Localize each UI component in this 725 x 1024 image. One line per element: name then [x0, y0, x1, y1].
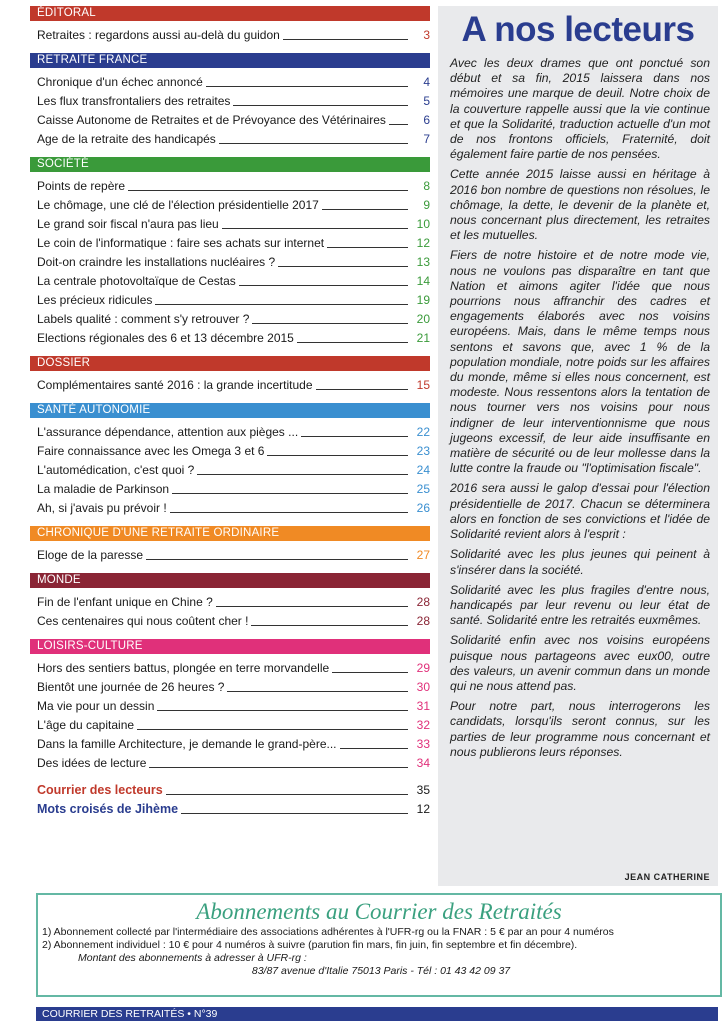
toc-entry: [37, 376, 430, 395]
section-header: RETRAITE FRANCE: [30, 53, 430, 68]
toc-entry: [37, 272, 430, 291]
editorial-author: JEAN CATHERINE: [624, 872, 710, 882]
toc-entry-page: 23: [416, 444, 430, 458]
toc-entry-page: 33: [416, 737, 430, 751]
toc-entry-page: 10: [416, 217, 430, 231]
toc-entry-title: Hors des sentiers battus, plongée en terre morvandelle: [37, 661, 332, 675]
toc-entry-page: 8: [423, 179, 430, 193]
toc-entry: [37, 461, 430, 480]
toc-entry: [37, 423, 430, 442]
toc-entry-title: Caisse Autonome de Retraites et de Prévoyance des Vétérinaires: [37, 113, 389, 127]
toc-entry: [37, 593, 430, 612]
toc-entry-title: Des idées de lecture: [37, 756, 149, 770]
toc-entry-title: Mots croisés de Jihème: [37, 802, 181, 816]
toc-entry-title: Les précieux ridicules: [37, 293, 155, 307]
toc-entry: [37, 215, 430, 234]
toc-entry-page: 30: [416, 680, 430, 694]
toc-entry-title: Age de la retraite des handicapés: [37, 132, 219, 146]
editorial-box: [438, 6, 718, 886]
editorial-title: A nos lecteurs: [461, 10, 695, 49]
toc-entry: [37, 26, 430, 45]
toc-entry-title: La maladie de Parkinson: [37, 482, 172, 496]
toc-entry-title: Ces centenaires qui nous coûtent cher !: [37, 614, 251, 628]
toc-entry-title: Points de repère: [37, 179, 128, 193]
subscription-line-2: 2) Abonnement individuel : 10 € pour 4 numéros à suivre (parution fin mars, fin juin, fin septembre et fin décembre).: [42, 939, 578, 951]
toc-entry: [37, 234, 430, 253]
toc-entry-title: Le grand soir fiscal n'aura pas lieu: [37, 217, 222, 231]
toc-entry: [37, 659, 430, 678]
toc-entry-page: 25: [416, 482, 430, 496]
toc-entry: [37, 111, 430, 130]
section-header: CHRONIQUE D'UNE RETRAITE ORDINAIRE: [30, 526, 430, 541]
toc-entry-title: Eloge de la paresse: [37, 548, 146, 562]
toc-entry: [37, 253, 430, 272]
toc-extras: [30, 781, 430, 819]
toc-entry-title: Labels qualité : comment s'y retrouver ?: [37, 312, 252, 326]
toc-entry-page: 21: [416, 331, 430, 345]
toc-entry: [37, 177, 430, 196]
toc-entry: [37, 92, 430, 111]
toc-entry-title: L'automédication, c'est quoi ?: [37, 463, 197, 477]
toc-entry-title: Chronique d'un échec annoncé: [37, 75, 206, 89]
toc-entry-page: 12: [416, 236, 430, 250]
section-header: ÉDITORAL: [30, 6, 430, 21]
toc-entry-page: 28: [416, 614, 430, 628]
toc-entry-title: Ma vie pour un dessin: [37, 699, 157, 713]
toc-entry-page: 12: [416, 802, 430, 816]
subscription-box: [36, 893, 722, 997]
toc-section: [30, 526, 430, 565]
toc-section: [30, 573, 430, 631]
editorial-text: [438, 50, 718, 760]
toc-entry-title: Retraites : regardons aussi au-delà du guidon: [37, 28, 283, 42]
toc-entry-title: Le coin de l'informatique : faire ses achats sur internet: [37, 236, 327, 250]
toc-entry: [37, 781, 430, 800]
toc-entry-title: Doit-on craindre les installations nucléaires ?: [37, 255, 278, 269]
toc-entry: [37, 310, 430, 329]
toc-entry-page: 7: [423, 132, 430, 146]
toc-section: [30, 356, 430, 395]
toc-entry: [37, 697, 430, 716]
toc-entry: [37, 499, 430, 518]
editorial-paragraph: Pour notre part, nous interrogerons les candidats, lorsqu'ils seront connus, sur les parties de leur programme nous concernant et nous publierons leurs réponses.: [450, 699, 710, 759]
toc-entry: [37, 754, 430, 773]
toc-entry: [37, 73, 430, 92]
toc-section: [30, 639, 430, 773]
editorial-paragraph: Fiers de notre histoire et de notre mode vie, nous ne voulons pas disparaître en tant que Nation et aimons agiter l'idée que nous pourrions nous affranchir des cadres et engagements élaborés avec nos voisins européens. Mais, dans le même temps nous sentons et savons que, avec 1 % de la population mondiale, notre poids sur les affaires du monde, même si elles nous concernent, est modeste. Nous ressentons alors la tentation de nous tourner vers nos voisins pour nous indigner de leur interventionnisme que nous jugeons excessif, de leur aide insuffisante en matière de sécurité ou de leur mollesse dans la lutte contre la fraude ou "l'optimisation fiscale".: [450, 248, 710, 476]
toc-entry-title: Ah, si j'avais pu prévoir !: [37, 501, 170, 515]
section-header: SANTÉ AUTONOMIE: [30, 403, 430, 418]
toc-entry: [37, 735, 430, 754]
toc-section: [30, 6, 430, 45]
toc-entry: [37, 612, 430, 631]
toc-entry-title: Les flux transfrontaliers des retraites: [37, 94, 233, 108]
toc-entry-page: 20: [416, 312, 430, 326]
editorial-paragraph: 2016 sera aussi le galop d'essai pour l'élection présidentielle de 2017. Chacun se déterminera alors en fonction de ses convictions et l'idée de Solidarité revient alors à l'esprit :: [450, 481, 710, 542]
toc-entry: [37, 291, 430, 310]
toc-entry-page: 32: [416, 718, 430, 732]
toc-entry-page: 29: [416, 661, 430, 675]
toc-entry-page: 31: [416, 699, 430, 713]
toc-entry: [37, 329, 430, 348]
toc-entry: [37, 800, 430, 819]
toc-entry-page: 19: [416, 293, 430, 307]
toc-entry-page: 35: [416, 783, 430, 797]
toc-entry-page: 34: [416, 756, 430, 770]
toc-entry-page: 4: [423, 75, 430, 89]
subscription-line-3: Montant des abonnements à adresser à UFR-rg :: [78, 952, 307, 964]
toc-entry: [37, 546, 430, 565]
editorial-paragraph: Solidarité avec les plus fragiles d'entre nous, handicapés par leur revenu ou leur état de santé. Solidarité entre les retraités euxmêmes.: [450, 582, 710, 628]
toc-entry: [37, 678, 430, 697]
toc-sections: [30, 6, 430, 773]
section-header: SOCIÉTÉ: [30, 157, 430, 172]
toc-entry-page: 3: [423, 28, 430, 42]
subscription-address: 83/87 avenue d'Italie 75013 Paris - Tél : 01 43 42 09 37: [251, 965, 511, 977]
toc-entry-page: 13: [416, 255, 430, 269]
toc-entry-page: 26: [416, 501, 430, 515]
editorial-paragraph: Solidarité avec les plus jeunes qui peinent à s'insérer dans la société.: [450, 547, 710, 577]
toc-entry-page: 28: [416, 595, 430, 609]
toc-entry: [37, 196, 430, 215]
toc-entry-title: Le chômage, une clé de l'élection présidentielle 2017: [37, 198, 322, 212]
editorial-paragraph: Cette année 2015 laisse aussi en héritage à 2016 bon nombre de questions non résolues, le chômage, la dette, le devenir de la planète et, nous concernant plus directement, les retraites et les mutuelles.: [450, 167, 710, 243]
toc-entry-title: Dans la famille Architecture, je demande le grand-père...: [37, 737, 340, 751]
page-footer: COURRIER DES RETRAITÉS • N°39: [36, 1007, 718, 1021]
section-header: MONDE: [30, 573, 430, 588]
toc-entry-title: Faire connaissance avec les Omega 3 et 6: [37, 444, 267, 458]
toc-entry-title: La centrale photovoltaïque de Cestas: [37, 274, 239, 288]
toc-entry-page: 27: [416, 548, 430, 562]
toc-entry-page: 6: [423, 113, 430, 127]
section-header: DOSSIER: [30, 356, 430, 371]
toc-entry-title: L'âge du capitaine: [37, 718, 137, 732]
table-of-contents: [30, 6, 430, 819]
toc-entry-page: 14: [416, 274, 430, 288]
subscription-line-1: 1) Abonnement collecté par l'intermédiaire des associations adhérentes à l'UFR-rg ou la FNAR : 5 € par an pour 4 numéros: [42, 926, 614, 938]
toc-entry-title: L'assurance dépendance, attention aux pièges ...: [37, 425, 301, 439]
toc-entry: [37, 442, 430, 461]
toc-section: [30, 403, 430, 518]
toc-entry-title: Courrier des lecteurs: [37, 783, 166, 797]
toc-section: [30, 53, 430, 149]
toc-entry: [37, 130, 430, 149]
toc-entry-page: 24: [416, 463, 430, 477]
toc-entry: [37, 480, 430, 499]
toc-entry: [37, 716, 430, 735]
toc-entry-page: 5: [423, 94, 430, 108]
subscription-title: Abonnements au Courrier des Retraités: [196, 899, 562, 924]
toc-entry-title: Complémentaires santé 2016 : la grande incertitude: [37, 378, 316, 392]
toc-entry-page: 22: [416, 425, 430, 439]
toc-entry-page: 9: [423, 198, 430, 212]
editorial-paragraph: Avec les deux drames que ont ponctué son début et sa fin, 2015 laissera dans nos mémoires une marque de deuil. Notre choix de la couverture rappelle aussi que la vie continue et que la Solidarité, traduction actuelle d'un mot de nos frontons officiels, Fraternité, doit également faire partie de nos pensées.: [450, 56, 710, 162]
toc-entry-title: Fin de l'enfant unique en Chine ?: [37, 595, 216, 609]
section-header: LOISIRS-CULTURE: [30, 639, 430, 654]
toc-entry-title: Elections régionales des 6 et 13 décembre 2015: [37, 331, 297, 345]
editorial-paragraph: Solidarité enfin avec nos voisins européens puisque nous partageons avec eux00, outre des valeurs, un avenir commun dans un monde qui ne nous attend pas.: [450, 633, 710, 693]
toc-section: [30, 157, 430, 348]
toc-entry-page: 15: [416, 378, 430, 392]
toc-entry-title: Bientôt une journée de 26 heures ?: [37, 680, 227, 694]
